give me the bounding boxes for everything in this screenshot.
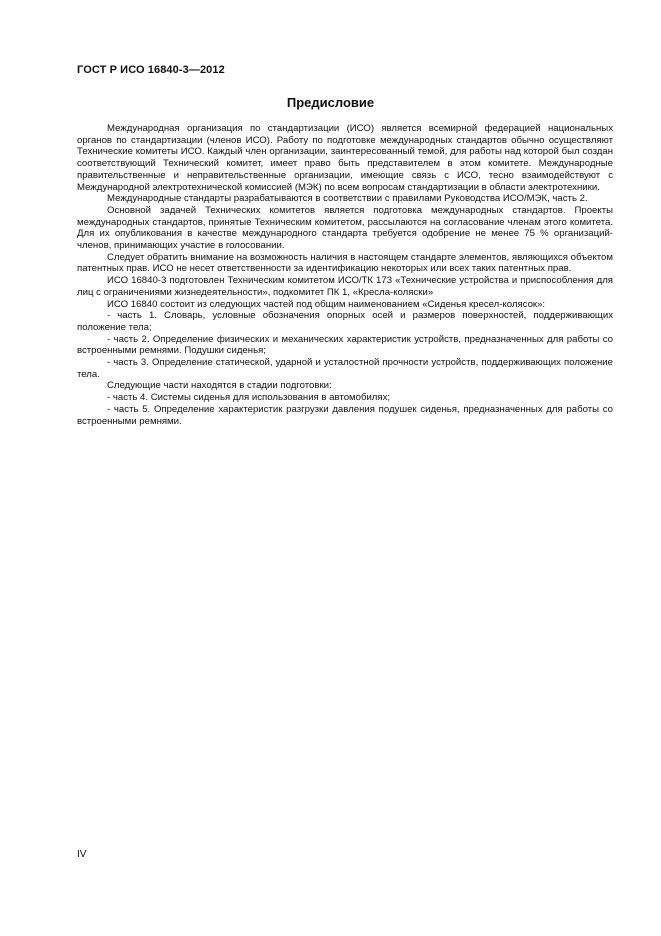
paragraph: Международная организация по стандартизации (ИСО) является всемирной федерацией национальных органов по стандартизации (членов ИСО). Работу по подготовке международных стандартов обычно осуществляют Технические комитеты ИСО. Каждый член организации, заинтересованный темой, для работы над которой был создан соответствующий Технический комитет, имеет право быть представителем в этом комитете. Международные правительственные и неправительственные организации, имеющие связь с ИСО, тесно взаимодействуют с Международной электротехнической комиссией (МЭК) по всем вопросам стандартизации в области электротехники. — [77, 123, 613, 193]
paragraph: Международные стандарты разрабатываются в соответствии с правилами Руководства ИСО/МЭК, часть 2. — [107, 193, 588, 205]
paragraph: Следующие части находятся в стадии подготовки: — [107, 380, 332, 392]
page-number: IV — [77, 849, 87, 860]
list-item: - часть 4. Системы сиденья для использования в автомобилях; — [107, 392, 391, 404]
document-header: ГОСТ Р ИСО 16840-3—2012 — [77, 64, 225, 76]
list-item: - часть 5. Определение характеристик разгрузки давления подушек сиденья, предназначенных для работы со встроенными ремнями. — [77, 403, 613, 427]
list-item: - часть 1. Словарь, условные обозначения опорных осей и размеров поверхностей, поддерживающих положение тела; — [77, 310, 613, 333]
paragraph: Следует обратить внимание на возможность наличия в настоящем стандарте элементов, являющихся объектом патентных прав. ИСО не несет ответственности за идентификацию некоторых или всех таких патентных прав. — [77, 251, 613, 275]
document-body — [77, 123, 613, 427]
list-item: - часть 3. Определение статической, ударной и усталостной прочности устройств, поддерживающих положение тела. — [77, 357, 613, 380]
paragraph: Основной задачей Технических комитетов является подготовка международных стандартов. Проекты международных стандартов, принятые Техническим комитетом, рассылаются на согласование членам этого комитета. Для их опубликования в качестве международного стандарта требуется одобрение не менее 75 % организаций-членов, принимающих участие в голосовании. — [77, 204, 613, 252]
paragraph: ИСО 16840 состоит из следующих частей под общим наименованием «Сиденья кресел-колясок»: — [107, 298, 546, 310]
section-title: Предисловие — [286, 95, 375, 110]
paragraph: ИСО 16840-3 подготовлен Техническим комитетом ИСО/ТК 173 «Технические устройства и приспособления для лиц с ограничениями жизнедеятельности», подкомитет ПК 1, «Кресла-коляски» — [77, 275, 613, 298]
list-item: - часть 2. Определение физических и механических характеристик устройств, предназначенных для работы со встроенными ремнями. Подушки сиденья; — [77, 333, 613, 357]
